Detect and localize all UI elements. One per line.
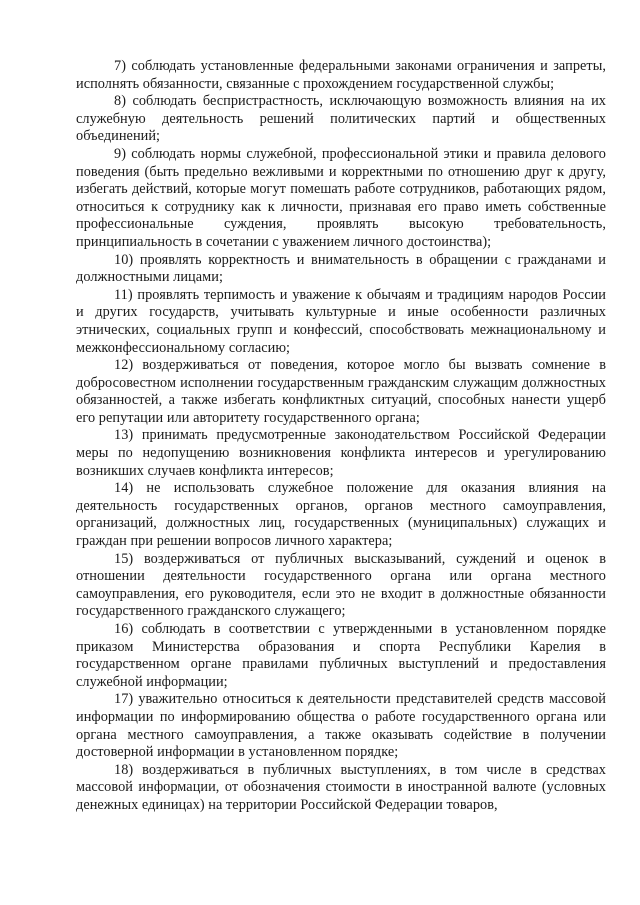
list-item: 14) не использовать служебное положение для оказания влияния на деятельность государственных органов, органов местного самоуправления, организаций, должностных лиц, государственных (муниципальных) служащих и граждан при решении вопросов личного характера; — [76, 480, 606, 550]
list-item: 7) соблюдать установленные федеральными законами ограничения и запреты, исполнять обязанности, связанные с прохождением государственной службы; — [76, 58, 606, 92]
list-item: 12) воздерживаться от поведения, которое могло бы вызвать сомнение в добросовестном исполнении государственным гражданским служащим должностных обязанностей, а также избегать конфликтных ситуаций, способных нанести ущерб его репутации или авторитету государственного органа; — [76, 357, 606, 426]
list-item: 13) принимать предусмотренные законодательством Российской Федерации меры по недопущению возникновения конфликта интересов и урегулированию возникших случаев конфликта интересов; — [76, 427, 606, 479]
list-item: 11) проявлять терпимость и уважение к обычаям и традициям народов России и других государств, учитывать культурные и иные особенности различных этнических, социальных групп и конфессий, способствовать межнациональному и межконфессиональному согласию; — [76, 286, 606, 356]
list-item: 10) проявлять корректность и внимательность в обращении с гражданами и должностными лицами; — [76, 251, 606, 286]
list-item: 18) воздерживаться в публичных выступлениях, в том числе в средствах массовой информации, от обозначения стоимости в иностранной валюте (условных денежных единицах) на территории Российской Федерации товаров, — [76, 761, 606, 813]
list-item: 8) соблюдать беспристрастность, исключающую возможность влияния на их служебную деятельность решений политических партий и общественных объединений; — [76, 93, 606, 145]
list-item: 16) соблюдать в соответствии с утвержденными в установленном порядке приказом Министерства образования и спорта Республики Карелия в государственном органе правилами публичных выступлений и предоставления служебной информации; — [76, 621, 606, 690]
list-item: 9) соблюдать нормы служебной, профессиональной этики и правила делового поведения (быть предельно вежливыми и корректными по отношению друг к другу, избегать действий, которые могут помешать работе сотрудников, работающих рядом, относиться к сотруднику как к личности, признавая его право иметь собственные профессиональные суждения, проявлять высокую требовательность, принципиальность в сочетании с уважением личного достоинства); — [76, 145, 606, 250]
list-item: 17) уважительно относиться к деятельности представителей средств массовой информации по информированию общества о работе государственного органа или органа местного самоуправления, а также оказывать содействие в получении достоверной информации в установленном порядке; — [76, 691, 606, 761]
list-item: 15) воздерживаться от публичных высказываний, суждений и оценок в отношении деятельности государственного органа или органа местного самоуправления, его руководителя, если это не входит в должностные обязанности государственного гражданского служащего; — [76, 550, 606, 620]
